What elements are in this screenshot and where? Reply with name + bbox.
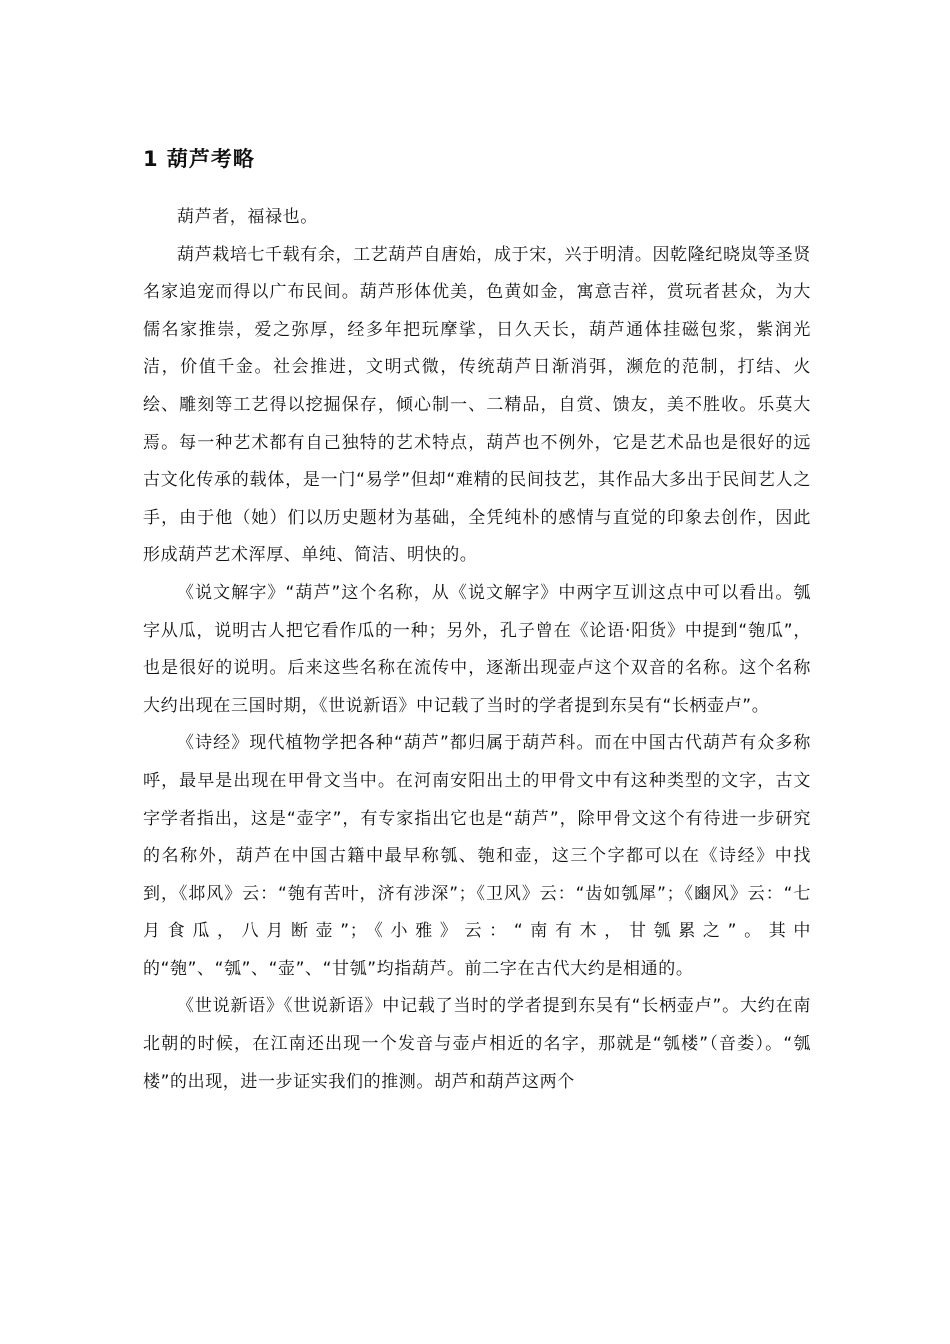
paragraph-shuowen: 《说文解字》“葫芦”这个名称，从《说文解字》中两字互训这点中可以看出。瓠字从瓜，说明古人把它看作瓜的一种；另外，孔子曾在《论语·阳货》中提到“匏瓜”，也是很好的说明。后来这些名称在流传中，逐渐出现壶卢这个双音的名称。这个名称大约出现在三国时期，《世说新语》中记载了当时的学者提到东吴有“长柄壶卢”。 <box>143 582 811 716</box>
paragraph-intro: 葫芦者，福禄也。 <box>177 207 318 227</box>
section-heading: 1 葫芦考略 <box>143 147 255 171</box>
body-text <box>143 199 811 1101</box>
paragraph-shishuo: 《世说新语》《世说新语》中记载了当时的学者提到东吴有“长柄壶卢”。大约在南北朝的时候，在江南还出现一个发音与壶卢相近的名字，那就是“瓠楼”（音娄）。“瓠楼”的出现，进一步证实我们的推测。胡芦和葫芦这两个 <box>143 996 811 1092</box>
paragraph-shijing: 《诗经》现代植物学把各种“葫芦”都归属于葫芦科。而在中国古代葫芦有众多称呼，最早是出现在甲骨文当中。在河南安阳出土的甲骨文中有这种类型的文字，古文字学者指出，这是“壶字”，有专家指出它也是“葫芦”，除甲骨文这个有待进一步研究的名称外，葫芦在中国古籍中最早称瓠、匏和壶，这三个字都可以在《诗经》中找到，《邶风》云：“匏有苦叶，济有涉深”；《卫风》云：“齿如瓠犀”；《豳风》云：“七月食瓜，八月断壶”；《小雅》云：“南有木，甘瓠累之”。其中的“匏”、“瓠”、“壶”、“甘瓠”均指葫芦。前二字在古代大约是相通的。 <box>143 733 811 979</box>
paragraph-history: 葫芦栽培七千载有余，工艺葫芦自唐始，成于宋，兴于明清。因乾隆纪晓岚等圣贤名家追宠而得以广布民间。葫芦形体优美，色黄如金，寓意吉祥，赏玩者甚众，为大儒名家推崇，爱之弥厚，经多年把玩摩挲，日久天长，葫芦通体挂磁包浆，紫润光洁，价值千金。社会推进，文明式微，传统葫芦日渐消弭，濒危的范制，打结、火绘、雕刻等工艺得以挖掘保存，倾心制一、二精品，自赏、馈友，美不胜收。乐莫大焉。每一种艺术都有自己独特的艺术特点，葫芦也不例外，它是艺术品也是很好的远古文化传承的载体，是一门“易学”但却“难精的民间技艺，其作品大多出于民间艺人之手，由于他（她）们以历史题材为基础，全凭纯朴的感情与直觉的印象去创作，因此形成葫芦艺术浑厚、单纯、简洁、明快的。 <box>143 244 811 566</box>
